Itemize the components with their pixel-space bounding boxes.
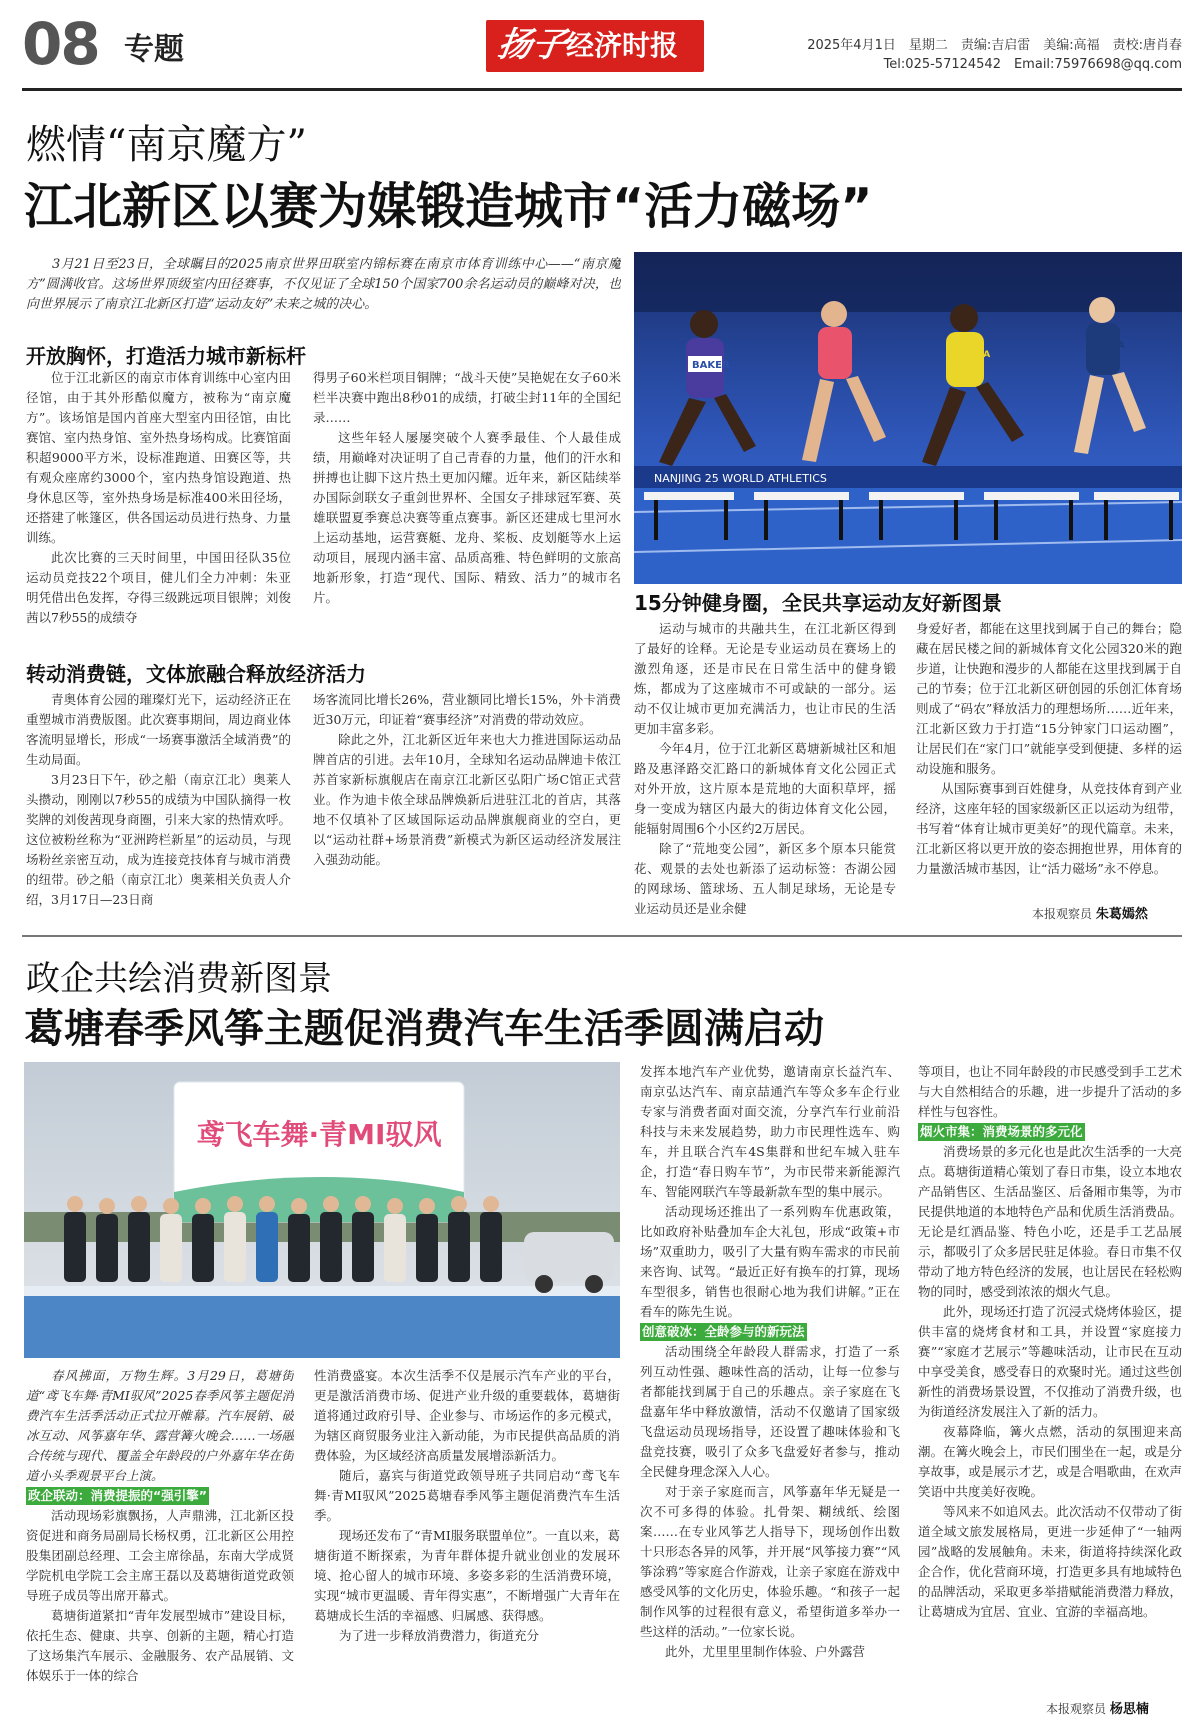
header-meta-line2: Tel:025-57124542 Email:75976698@qq.com bbox=[883, 57, 1182, 72]
athlete-2-jersey bbox=[818, 327, 852, 379]
a2-highlight-2-line bbox=[640, 1322, 900, 1342]
a2-col3-para2: 活动现场还推出了一系列购车优惠政策，比如政府补贴叠加车企大礼包，形成“政策+市场”双重助力，吸引了大量有购车需求的市民前来咨询、试驾。“最近正好有换车的打算，现场车型很多，销售也很耐心地为我们讲解。”正在看车的陈先生说。 bbox=[640, 1204, 900, 1319]
a2-col3-para1: 发挥本地汽车产业优势，邀请南京长益汽车、南京弘达汽车、南京喆通汽车等众多车企行业专家与消费者面对面交流，分享汽车行业前沿科技与未来发展趋势，助力市民理性选车、购车，并且联合汽车4S集群和世纪车城入驻车企，打造“春日购车节”，为市民带来新能源汽车、智能网联汽车等最新款车型的集中展示。 bbox=[640, 1064, 900, 1199]
masthead-logo-script: 扬子 bbox=[495, 25, 569, 65]
s2-col1-para1: 青奥体育公园的璀璨灯光下，运动经济正在重塑城市消费版图。此次赛事期间，周边商业体客流明显增长，形成“一场赛事激活全域消费”的生动局面。 bbox=[26, 692, 291, 767]
article1-s2-col1 bbox=[26, 690, 291, 930]
event-photo bbox=[24, 1062, 620, 1358]
s1-col2-para1: 得男子60米栏项目铜牌；“战斗天使”吴艳妮在女子60米栏半决赛中跑出8秒01的成绩，打破尘封11年的全国纪录…… bbox=[313, 370, 621, 425]
article1-title: 江北新区以赛为媒锻造城市“活力磁场” bbox=[24, 178, 873, 235]
page-number: 08 bbox=[22, 10, 99, 78]
article1-s1-col1 bbox=[26, 368, 291, 632]
article1-byline-name: 朱葛嫣然 bbox=[1095, 907, 1148, 922]
article1-s3-col2 bbox=[916, 619, 1182, 899]
s3-col1-para2: 今年4月，位于江北新区葛塘新城社区和旭路及惠泽路交汇路口的新城体育文化公园正式对外开放，这片原本是荒地的大面积草坪，摇身一变成为辖区内最大的街边体育文化公园，能辐射周围6个小区约2万居民。 bbox=[634, 741, 896, 836]
a2-col3-para4: 对于亲子家庭而言，风筝嘉年华无疑是一次不可多得的体验。扎骨架、糊绒纸、绘图案……在专业风筝艺人指导下，现场创作出数十只形态各异的风筝，并开展“风筝接力赛”“风筝涂鸦”等家庭合作游戏，让亲子家庭在游戏中感受风筝的文化历史，体验乐趣。“和孩子一起制作风筝的过程很有意义，希望街道多举办一些这样的活动。”一位家长说。 bbox=[640, 1484, 900, 1639]
a2-col1-para2: 活动现场彩旗飘扬，人声鼎沸，江北新区投资促进和商务局副局长杨权勇，江北新区公用控股集团副总经理、工会主席徐晶，东南大学成贤学院机电学院工会主席王磊以及葛塘街道党政领导班子成员等出席开幕式。 bbox=[26, 1508, 294, 1603]
a2-col2-para1: 性消费盛宴。本次生活季不仅是展示汽车产业的平台，更是激活消费市场、促进产业升级的重要载体，葛塘街道将通过政府引导、企业参与、市场运作的多元模式，为辖区商贸服务业注入新动能，为市民提供高品质的消费体验，为区域经济高质量发展增添新活力。 bbox=[314, 1368, 620, 1463]
article1-subhead-2: 转动消费链，文体旅融合释放经济活力 bbox=[26, 662, 366, 686]
a2-col3-para3: 活动围绕全年龄段人群需求，打造了一系列互动性强、趣味性高的活动，让每一位参与者都能找到属于自己的乐趣点。亲子家庭在飞盘嘉年华中释放激情，活动不仅邀请了国家级飞盘运动员现场指导，还设置了趣味体验和飞盘竞技赛，吸引了众多飞盘爱好者参与，推动全民健身理念深入人心。 bbox=[640, 1344, 900, 1479]
s3-col1-para3: 除了“荒地变公园”，新区多个原本只能赏花、观景的去处也新添了运动标签：杏湖公园的网球场、篮球场、五人制足球场，无论是专业运动员还是业余健 bbox=[634, 841, 896, 916]
event-banner-text: 鸢飞车舞·青MI驭风 bbox=[196, 1118, 442, 1151]
a2-highlight-2: 创意破冰：全龄参与的新玩法 bbox=[642, 1324, 805, 1339]
s3-col2-para2: 从国际赛事到百姓健身，从竞技体育到产业经济，这座年轻的国家级新区正以运动为纽带，书写着“体育让城市更美好”的现代篇章。未来，江北新区将以更开放的姿态拥抱世界，用体育的力量激活城市基因，让“活力磁场”永不停息。 bbox=[916, 781, 1182, 876]
a2-col4-para2: 消费场景的多元化也是此次生活季的一大亮点。葛塘街道精心策划了春日市集，设立本地农产品销售区、生活品鉴区、后备厢市集等，为市民提供地道的本地特色产品和优质生活消费品。无论是红酒品鉴、特色小吃，还是手工艺品展示，都吸引了众多居民驻足体验。春日市集不仅带动了地方特色经济的发展，也让居民在轻松购物的同时，感受到浓浓的烟火气息。 bbox=[918, 1144, 1182, 1299]
article-divider bbox=[22, 935, 1182, 937]
article2-title: 葛塘春季风筝主题促消费汽车生活季圆满启动 bbox=[24, 1006, 824, 1052]
header-rule bbox=[22, 88, 1182, 91]
a2-col2-para4: 为了进一步释放消费潜力，街道充分 bbox=[339, 1628, 540, 1643]
article1-s1-col2 bbox=[313, 368, 621, 632]
photo-bib-2: JAMAICA bbox=[947, 350, 991, 360]
article1-byline bbox=[1032, 903, 1148, 922]
article1-lead-text: 3月21日至23日，全球瞩目的2025南京世界田联室内锦标赛在南京市体育训练中心——“南京魔方”圆满收官。这场世界顶级室内田径赛事，不仅见证了全球150个国家700余名运动员的巅峰对决，也向世界展示了南京江北新区打造“运动友好”未来之城的决心。 bbox=[26, 257, 621, 312]
article1-subhead-1: 开放胸怀，打造活力城市新标杆 bbox=[26, 344, 306, 368]
a2-highlight-1-line bbox=[26, 1486, 294, 1506]
article2-kicker: 政企共绘消费新图景 bbox=[26, 959, 332, 999]
a2-col1-para3: 葛塘街道紧扣“青年发展型城市”建设目标，依托生态、健康、共享、创新的主题，精心打造了这场集汽车展示、金融服务、农产品展销、文体娱乐于一体的综合 bbox=[26, 1608, 294, 1683]
s2-col1-para2: 3月23日下午，砂之船（南京江北）奥莱人头攒动，刚刚以7秒55的成绩为中国队摘得一枚奖牌的刘俊茜现身商圈，引来大家的热情欢呼。这位被粉丝称为“亚洲跨栏新星”的运动员，与现场粉丝亲密互动，成为连接竞技体育与城市消费的纽带。砂之船（南京江北）奥莱相关负责人介绍，3月17日—23日商 bbox=[26, 772, 291, 907]
masthead-logo-text: 经济时报 bbox=[566, 29, 679, 62]
a2-col3-para5: 此外，尤里里里制作体验、户外露营 bbox=[665, 1644, 866, 1659]
article1-s2-col2 bbox=[313, 690, 621, 930]
a2-col4-para3: 此外，现场还打造了沉浸式烧烤体验区，提供丰富的烧烤食材和工具，并设置“家庭接力赛”“家庭才艺展示”等趣味活动，让市民在互动中享受美食，感受春日的欢聚时光。通过这些创新性的消费场景设置，不仅推动了消费升级，也为街道经济发展注入了新的活力。 bbox=[918, 1304, 1182, 1419]
article1-byline-prefix: 本报观察员 bbox=[1032, 907, 1093, 921]
article2-col3 bbox=[640, 1062, 900, 1716]
s1-col1-para1: 位于江北新区的南京市体育训练中心室内田径馆，由于其外形酷似魔方，被称为“南京魔方”。该场馆是国内首座大型室内田径馆，由比赛馆、室内热身馆、室外热身场构成。比赛馆面积超9000平方米，设标准跑道、田赛区等，共有观众座席约3000个，室内热身馆设跑道、热身休息区等，室外热身场是标准400米田径场，还搭建了帐篷区，供各国运动员进行热身、力量训练。 bbox=[26, 370, 291, 545]
article1-s3-col1 bbox=[634, 619, 896, 919]
a2-col2-para3: 现场还发布了“青MI服务联盟单位”。一直以来，葛塘街道不断探索，为青年群体提升就业创业的发展环境、抢心留人的城市环境、多姿多彩的生活消费环境，实现“城市更温暖、青年得实惠”，不断增强广大青年在葛塘成长生活的幸福感、归属感、获得感。 bbox=[314, 1528, 620, 1623]
article2-col2 bbox=[314, 1366, 620, 1716]
s2-col2-para1: 场客流同比增长26%，营业额同比增长15%，外卡消费近30万元，印证着“赛事经济”对消费的带动效应。 bbox=[313, 692, 621, 727]
section-name: 专题 bbox=[124, 32, 184, 67]
header-meta-line1: 2025年4月1日 星期二 责编:吉启雷 美编:高福 责校:唐肖春 bbox=[807, 38, 1182, 53]
s3-col1-para1: 运动与城市的共融共生，在江北新区得到了最好的诠释。无论是专业运动员在赛场上的激烈角逐，还是市民在日常生活中的健身锻炼，都成为了这座城市不可或缺的一部分。运动不仅让城市更加充满活力，也让市民的生活更加丰富多彩。 bbox=[634, 621, 896, 736]
article2-byline-name: 杨思楠 bbox=[1109, 1702, 1149, 1717]
article2-col1 bbox=[26, 1366, 294, 1716]
event-photo-image bbox=[24, 1062, 620, 1358]
a2-col4-para5: 等风来不如追风去。此次活动不仅带动了街道全域文旅发展格局，更进一步延伸了“一轴两园”战略的发展触角。未来，街道将持续深化政企合作，优化营商环境，打造更多具有地域特色的品牌活动，采取更多举措赋能消费潜力释放，让葛塘成为宜居、宜业、宜游的幸福高地。 bbox=[918, 1504, 1182, 1619]
article1-lead bbox=[26, 255, 621, 339]
athletics-photo bbox=[634, 252, 1182, 584]
masthead-logo bbox=[486, 20, 704, 72]
a2-col1-para1: 春风拂面，万物生辉。3月29日，葛塘街道“鸢飞车舞·青MI驭风”2025春季风筝主题促消费汽车生活季活动正式拉开帷幕。汽车展销、破冰互动、风筝嘉年华、露营篝火晚会……一场融合传统与现代、覆盖全年龄段的户外嘉年华在街道小头季观景平台上演。 bbox=[26, 1368, 294, 1483]
photo-bib-1: BAKER bbox=[692, 360, 730, 371]
a2-highlight-3: 烟火市集：消费场景的多元化 bbox=[920, 1124, 1083, 1139]
a2-highlight-3-line bbox=[918, 1122, 1182, 1142]
article2-col4 bbox=[918, 1062, 1182, 1692]
s1-col1-para2: 此次比赛的三天时间里，中国田径队35位运动员竞技22个项目，健儿们全力冲刺：朱亚明凭借出色发挥，夺得三级跳远项目银牌；刘俊茜以7秒55的成绩夺 bbox=[26, 550, 291, 625]
athletics-photo-image bbox=[634, 252, 1182, 584]
s3-col2-para1: 身爱好者，都能在这里找到属于自己的舞台；隐藏在居民楼之间的新城体育文化公园320米的跑步道，让快跑和漫步的人都能在这里找到属于自己的节奏；位于江北新区研创园的乐创汇体育场则成了“码农”释放活力的理想场所……近年来，江北新区致力于打造“15分钟家门口运动圈”，让居民们在“家门口”就能享受到便捷、多样的运动设施和服务。 bbox=[916, 621, 1182, 776]
article1-kicker: 燃情“南京魔方” bbox=[26, 122, 307, 168]
a2-col2-para2: 随后，嘉宾与街道党政领导班子共同启动“鸢飞车舞·青MI驭风”2025葛塘春季风筝主题促消费汽车生活季。 bbox=[314, 1468, 620, 1523]
s1-col2-para2: 这些年轻人屡屡突破个人赛季最佳、个人最佳成绩，用巅峰对决证明了自己青春的力量，他们的汗水和拼搏也让脚下这片热土更加闪耀。近年来，新区陆续举办国际剑联女子重剑世界杯、全国女子排球冠军赛、英雄联盟夏季赛总决赛等重点赛事。新区还建成七里河水上运动基地，运营赛艇、龙舟、桨板、皮划艇等水上运动项目，展现内涵丰富、品质高雅、特色鲜明的文旅高地新形象，打造“现代、国际、精致、活力”的城市名片。 bbox=[313, 430, 621, 605]
a2-highlight-1: 政企联动：消费提振的“强引擎” bbox=[28, 1488, 207, 1503]
article2-byline bbox=[1046, 1698, 1149, 1717]
article2-byline-prefix: 本报观察员 bbox=[1046, 1702, 1107, 1716]
photo-banner-text: NANJING 25 WORLD ATHLETICS bbox=[654, 472, 827, 485]
a2-col4-para1: 等项目，也让不同年龄段的市民感受到手工艺术与大自然相结合的乐趣，进一步提升了活动的多样性与包容性。 bbox=[918, 1064, 1182, 1119]
article1-subhead-3: 15分钟健身圈，全民共享运动友好新图景 bbox=[634, 591, 1002, 615]
s2-col2-para2: 除此之外，江北新区近年来也大力推进国际运动品牌首店的引进。去年10月，全球知名运动品牌迪卡侬江苏首家新标旗舰店在南京江北新区弘阳广场C馆正式营业。作为迪卡侬全球品牌焕新后进驻江北的首店，其落地不仅填补了区域国际运动品牌旗舰商业的空白，更以“运动社群+场景消费”新模式为新区运动经济发展注入强劲动能。 bbox=[313, 732, 621, 867]
a2-col4-para4: 夜幕降临，篝火点燃，活动的氛围迎来高潮。在篝火晚会上，市民们围坐在一起，或是分享故事，或是展示才艺，或是合唱歌曲，在欢声笑语中共度美好夜晚。 bbox=[918, 1424, 1182, 1499]
photo-bib-3: SERBIA bbox=[1088, 341, 1125, 351]
